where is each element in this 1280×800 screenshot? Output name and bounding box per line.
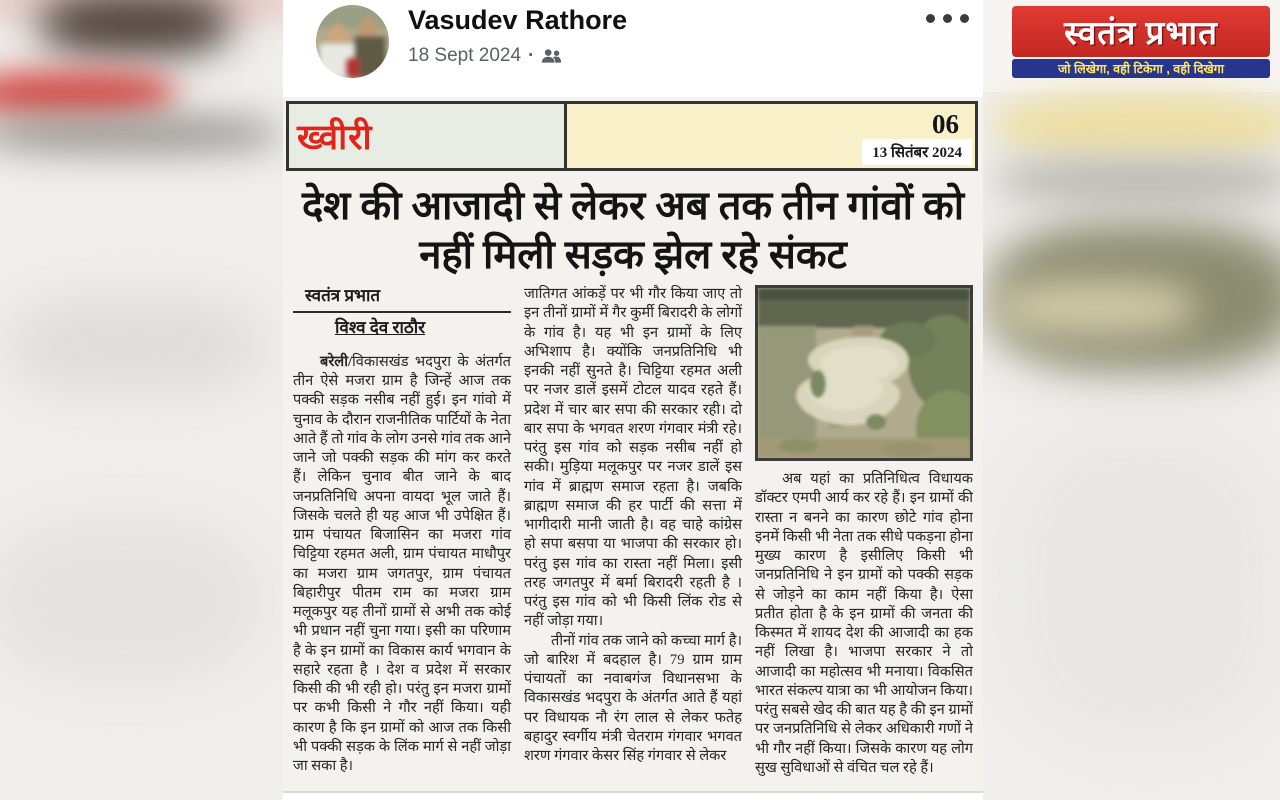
headline-line-2: नहीं मिली सड़क झेल रहे संकट	[419, 232, 847, 277]
profile-avatar[interactable]	[316, 5, 389, 78]
page-number: 06	[932, 109, 959, 139]
ellipsis-dot-icon	[960, 14, 969, 23]
article-paragraph	[293, 353, 511, 777]
backdrop-blob-gray1	[0, 116, 280, 152]
ellipsis-dot-icon	[943, 14, 952, 23]
post-date: 18 Sept 2024	[408, 45, 522, 66]
byline-reporter: विश्व देव राठौर	[335, 318, 426, 338]
brand-logo-red-banner	[1012, 6, 1270, 57]
article-photo	[755, 285, 973, 461]
article-paragraph: जातिगत आंकड़ें पर भी गौर किया जाए तो इन तीनों ग्रामों में गैर कुर्मी बिरादरी के लोगों के गांव है। यह भी इन ग्रामों के लिए अभिशाप है। क्योंकि जनप्रतिनिधि भी इनकी नहीं सुनते है। चिट्टिया रहमत अली पर नजर डालें इसमें टोटल यादव रहते हैं। प्रदेश में चार बार सपा की सरकार रही। दो बार सपा के भगवत शरण गंगवार मंत्री रहे। परंतु इस गांव को सड़क नसीब नहीं हो सकी। मुड़िया मलूकपुर पर नजर डालें इस गांव में ब्राह्मण समाज रहता है। जबकि ब्राह्मण समाज की हर पार्टी की सत्ता में भागीदारी मानी जाती है। वह चाहे कांग्रेस हो सपा बसपा या भाजपा की सरकार हो। परंतु इस गांव का रास्ता नहीं मिला। इसी तरह जगतपुर में बर्मा बिरादरी रहती है ।परंतु इस गांव को भी किसी लिंक रोड से नहीं जोड़ा गया।	[524, 286, 742, 630]
backdrop-blob-olive2	[995, 280, 1195, 335]
byline-divider	[293, 311, 511, 313]
article-column-3	[755, 285, 973, 790]
masthead-edition-box	[289, 104, 567, 168]
backdrop-blob-dark	[40, 0, 230, 56]
article-headline	[289, 181, 977, 279]
article-paragraph: अब यहां का प्रतिनिधित्व विधायक डॉक्टर एमपी आर्य कर रहे हैं। इन ग्रामों की रास्ता न बनने का कारण छोटे गांव होना इनमें किसी भी नेता तक सीधे पकड़ना होना मुख्य कारण है इसीलिए किसी भी जनप्रतिनिधि ने इन ग्रामों को पक्की सड़क से जोड़ने का काम नहीं किया है। ऐसा प्रतीत होता है के इन ग्रामों की जनता की किस्मत में शायद देश की आजादी का हक नहीं लिखा है। भाजपा सरकार ने तो आजादी का महोत्सव भी मनाया। विकसित भारत संकल्प यात्रा का भी आयोजन किया। परंतु सबसे खेद की बात यह है की इन ग्रामों पर जनप्रतिनिधि से लेकर अधिकारी गणों ने भी गौर नहीं किया। जिसके कारण यह लोग सुख सुविधाओं से वंचित चल रहे हैं।	[755, 471, 973, 776]
brand-tagline: जो लिखेगा, वही टिकेगा , वही दिखेगा	[1058, 62, 1224, 76]
backdrop-blob-gray5	[1000, 420, 1280, 750]
newspaper-masthead	[286, 101, 978, 171]
edition-name: ख्वीरी	[297, 117, 373, 157]
paragraph-text: विकासखंड भदपुरा के अंतर्गत तीन ऐसे मजरा ग्राम है जिन्हें आज तक पक्की सड़क नसीब नहीं हुई। इन गांवो में चुनाव के दौरान राजनीतिक पार्टियों के नेता आते हैं तो गांव के लोग उनसे गांव तक आने जाने जो पक्की सड़क की मांग कर करते हैं। लेकिन चुनाव बीत जाने के बाद जनप्रतिनिधि अपना वायदा भूल जाते हैं। जिसके चलते ही यह आज भी उपेक्षित हैं। ग्राम पंचायत बिजासिन का मजरा गांव चिट्टिया रहमत अली, ग्राम पंचायत माधौपुर का मजरा ग्राम जगतपुर, ग्राम पंचायत बिहारीपुर पीतम राम का मजरा ग्राम मलूकपुर यह तीनों ग्रामों से अभी तक कोई भी प्रधान नहीं चुना गया। इसी का परिणाम है के इन ग्रामों का विकास कार्य भगवान के सहारे रहता है । देश व प्रदेश में सरकार किसी की भी रही हो। परंतु इन मजरा ग्रामों पर कभी किसी ने गौर नहीं किया। यही कारण है कि इन ग्रामों को आज तक किसी भी पक्की सड़क के लिंक मार्ग से नहीं जोड़ा जा सका है।	[293, 353, 511, 775]
article-columns	[293, 285, 973, 790]
backdrop-blob-cream	[995, 92, 1280, 158]
brand-title: स्वतंत्र प्रभात	[1064, 16, 1218, 52]
article-column-1	[293, 285, 511, 790]
article-column-2	[524, 285, 742, 790]
meta-separator: ·	[528, 45, 535, 66]
brand-logo-tagline-strip	[1012, 59, 1270, 78]
post-menu-button[interactable]	[922, 10, 973, 27]
friends-audience-icon	[541, 48, 562, 65]
backdrop-blob-gray4	[995, 160, 1280, 200]
issue-date: 13 सितंबर 2024	[862, 139, 972, 165]
masthead-date-box	[567, 104, 975, 168]
newspaper-clipping	[283, 97, 983, 793]
author-name[interactable]: Vasudev Rathore	[408, 5, 628, 35]
post-card	[283, 0, 983, 800]
post-meta	[408, 45, 562, 67]
backdrop-blob-gray3	[0, 520, 260, 680]
byline-agency: स्वतंत्र प्रभात	[305, 286, 381, 305]
waterlogged-road-photo-icon	[758, 288, 970, 458]
avatar-photo-icon	[316, 5, 389, 78]
headline-line-1: देश की आजादी से लेकर अब तक तीन गांवों को	[301, 183, 965, 228]
backdrop-blob-red	[0, 72, 175, 116]
dateline-lead: बरेली/	[320, 353, 353, 370]
ellipsis-dot-icon	[926, 14, 935, 23]
backdrop-blob-gray2	[10, 300, 260, 390]
brand-logo	[1012, 6, 1270, 78]
article-paragraph: तीनों गांव तक जाने को कच्चा मार्ग है। जो बारिश में बदहाल है। 79 ग्राम ग्राम पंचायतों का नवाबगंज विधानसभा के विकासखंड भदपुरा के अंतर्गत आते हैं यहां पर विधायक नौ रंग लाल से लेकर फतेह बहादुर स्वर्गीय मंत्री चेतराम गंगवार भगवत शरण गंगवार केसर सिंह गंगवार से लेकर	[524, 632, 742, 764]
